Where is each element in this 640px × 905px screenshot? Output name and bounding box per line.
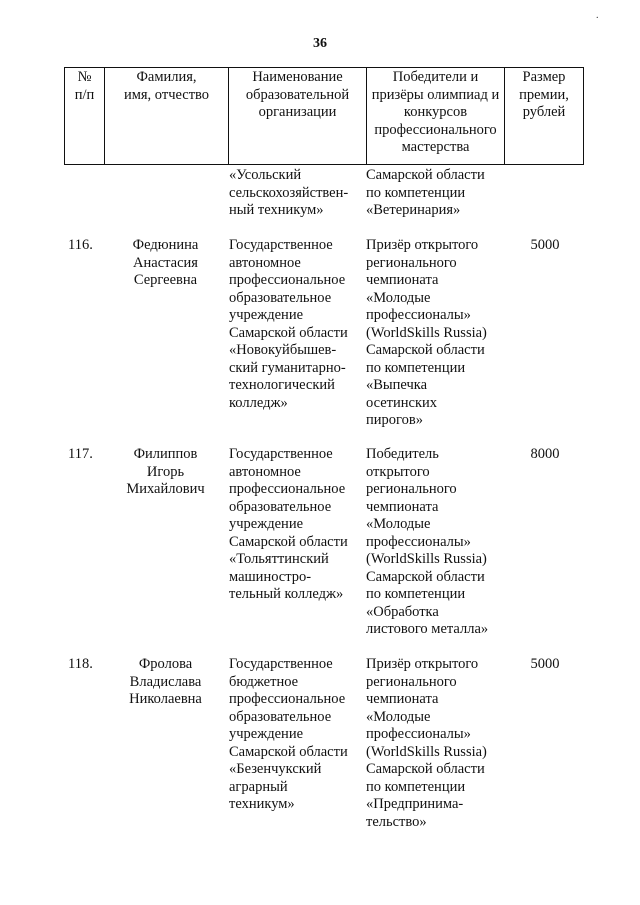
row-118-org: Государственное бюджетное профессиональное образовательное учреждение Самарской области «Безенчукский аграрный техникум» [229,656,348,812]
header-org: Наименование образовательной организации [229,68,367,164]
row-118-number: 118. [68,656,93,672]
continuation-winners: Самарской области по компетенции «Ветеринария» [366,167,485,218]
row-116-winners: Призёр открытого регионального чемпионата «Молодые профессионалы» (WorldSkills Russia) Самарской области по компетенции «Выпечка осетинских пирогов» [366,237,487,428]
row-116-number: 116. [68,237,93,253]
header-prize: Размер премии, рублей [519,69,569,120]
row-117-name: Филиппов Игорь Михайлович [126,446,205,497]
row-118-prize: 5000 [530,656,560,672]
header-winners: Победители и призёры олимпиад и конкурсов профессионального мастерства [367,68,505,164]
row-116-name: Федюнина Анастасия Сергеевна [132,237,199,288]
header-name: Фамилия, имя, отчество [105,68,229,164]
row-117-winners: Победитель открытого регионального чемпионата «Молодые профессионалы» (WorldSkills Russia) Самарской области по компетенции «Обработка листового металла» [366,446,489,637]
row-117-number: 117. [68,446,93,462]
row-117-org: Государственное автономное профессиональное образовательное учреждение Самарской области «Тольяттинский машиностро- тельный колледж» [229,446,348,602]
row-117-prize: 8000 [530,446,560,462]
row-116-org: Государственное автономное профессиональное образовательное учреждение Самарской области «Новокуйбышев- ский гуманитарно- технологический колледж» [229,237,348,411]
table-header [64,67,584,165]
corner-mark: . [596,10,599,21]
page-number: 36 [313,36,327,51]
continuation-org: «Усольский сельскохозяйствен- ный техникум» [229,167,349,218]
row-116-prize: 5000 [530,237,560,253]
row-118-name: Фролова Владислава Николаевна [129,656,202,707]
header-num: № п/п [65,68,105,164]
row-118-winners: Призёр открытого регионального чемпионата «Молодые профессионалы» (WorldSkills Russia) Самарской области по компетенции «Предпринима- тельство» [366,656,487,830]
